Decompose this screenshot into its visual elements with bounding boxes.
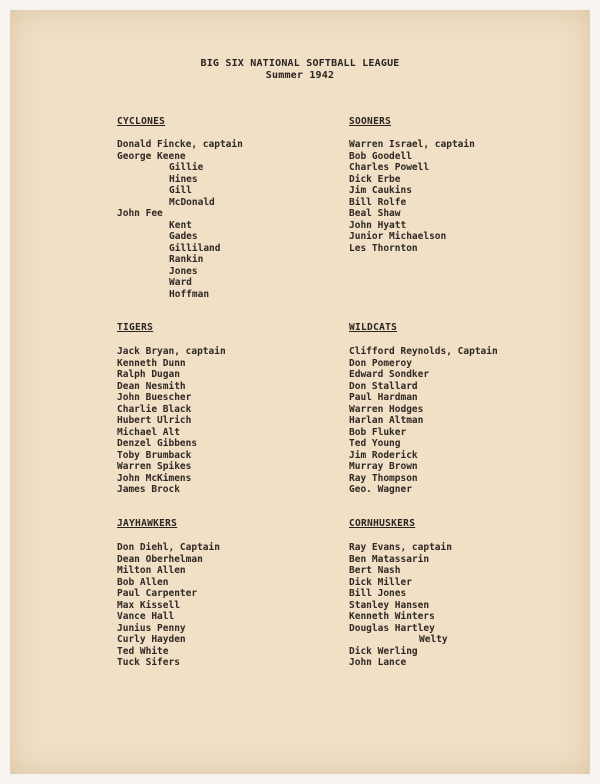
player-name: Junior Michaelson [349, 231, 447, 242]
player-name: Gill [169, 185, 192, 196]
player-name: Milton Allen [117, 565, 186, 576]
player-name: Dick Werling [349, 645, 418, 657]
player-name: Edward Sondker [349, 369, 430, 380]
player-name: Don Diehl, Captain [117, 542, 220, 553]
player-name: Ted White [117, 645, 169, 657]
player-name: John Hyatt [349, 219, 407, 231]
player-name: Kenneth Winters [349, 611, 435, 622]
player-name: Paul Hardman [349, 392, 418, 403]
player-name: Toby Brumback [117, 449, 192, 461]
player-name: Don Pomeroy [349, 357, 412, 369]
player-name: Bert Nash [349, 565, 401, 576]
player-list [349, 542, 452, 669]
player-name: Hubert Ulrich [117, 415, 192, 426]
player-list [349, 139, 475, 254]
player-name: Stanley Hansen [349, 599, 430, 611]
player-name: Beal Shaw [349, 208, 401, 219]
player-name: Dean Oberhelman [117, 553, 203, 565]
player-name: Gilliland [169, 242, 221, 254]
player-name: James Brock [117, 484, 180, 495]
player-name: Ray Evans, captain [349, 542, 452, 553]
player-name: Junius Penny [117, 622, 186, 634]
player-name: Ralph Dugan [117, 369, 180, 380]
player-name: John McKimens [117, 472, 192, 484]
player-name: Douglas Hartley [349, 622, 435, 634]
player-name: Bob Allen [117, 576, 169, 588]
team-heading: JAYHAWKERS [117, 518, 178, 529]
player-name: Jones [169, 265, 198, 277]
player-name: Bill Rolfe [349, 196, 407, 208]
player-name: Ward [169, 277, 192, 288]
player-name: Hines [169, 173, 198, 185]
player-name: Max Kissell [117, 599, 180, 611]
player-name: Vance Hall [117, 611, 175, 622]
player-name: Michael Alt [117, 426, 180, 438]
player-name: Warren Spikes [117, 461, 192, 472]
player-list [117, 139, 243, 300]
player-list [117, 542, 220, 669]
team-heading: CYCLONES [117, 116, 166, 127]
team-heading: SOONERS [349, 116, 392, 127]
player-name: Bob Fluker [349, 426, 407, 438]
player-name: Curly Hayden [117, 634, 186, 645]
player-name: Jim Caukins [349, 185, 412, 196]
player-list [117, 346, 226, 496]
player-name: Kent [169, 219, 192, 231]
player-name: Bob Goodell [349, 150, 412, 162]
player-name: Hoffman [169, 288, 210, 300]
player-name: Gillie [169, 162, 204, 173]
player-name: Clifford Reynolds, Captain [349, 346, 498, 357]
player-name: Warren Hodges [349, 403, 424, 415]
player-name: Ray Thompson [349, 472, 418, 484]
player-name: John Buescher [117, 392, 192, 403]
player-name: Ted Young [349, 438, 401, 449]
player-name: Warren Israel, captain [349, 139, 475, 150]
player-name: Rankin [169, 254, 204, 265]
player-name: Paul Carpenter [117, 588, 198, 599]
player-name: Charles Powell [349, 162, 430, 173]
team-heading: WILDCATS [349, 322, 398, 333]
player-name: Jim Roderick [349, 449, 418, 461]
player-name: Donald Fincke, captain [117, 139, 243, 150]
player-name: John Lance [349, 657, 407, 668]
player-name: Charlie Black [117, 403, 192, 415]
player-name: Dick Erbe [349, 173, 401, 185]
player-name: John Fee [117, 208, 163, 219]
player-name: Ben Matassarin [349, 553, 430, 565]
player-name: Tuck Sifers [117, 657, 180, 668]
player-name: Harlan Altman [349, 415, 424, 426]
player-name: Dick Miller [349, 576, 412, 588]
player-name: Kenneth Dunn [117, 357, 186, 369]
player-list [349, 346, 498, 496]
document-subtitle: Summer 1942 [265, 70, 335, 81]
player-name: Gades [169, 231, 198, 242]
player-name: Dean Nesmith [117, 380, 186, 392]
player-name: Geo. Wagner [349, 484, 412, 495]
player-name: George Keene [117, 150, 186, 162]
player-name: Denzel Gibbens [117, 438, 198, 449]
player-name: McDonald [169, 196, 215, 208]
document-page [10, 10, 590, 774]
team-heading: TIGERS [117, 322, 154, 333]
player-name: Jack Bryan, captain [117, 346, 226, 357]
player-name: Les Thornton [349, 242, 418, 254]
player-name: Murray Brown [349, 461, 418, 472]
team-heading: CORNHUSKERS [349, 518, 416, 529]
document-title: BIG SIX NATIONAL SOFTBALL LEAGUE [200, 58, 400, 69]
player-name: Don Stallard [349, 380, 418, 392]
player-name: Welty [419, 634, 448, 645]
player-name: Bill Jones [349, 588, 407, 599]
